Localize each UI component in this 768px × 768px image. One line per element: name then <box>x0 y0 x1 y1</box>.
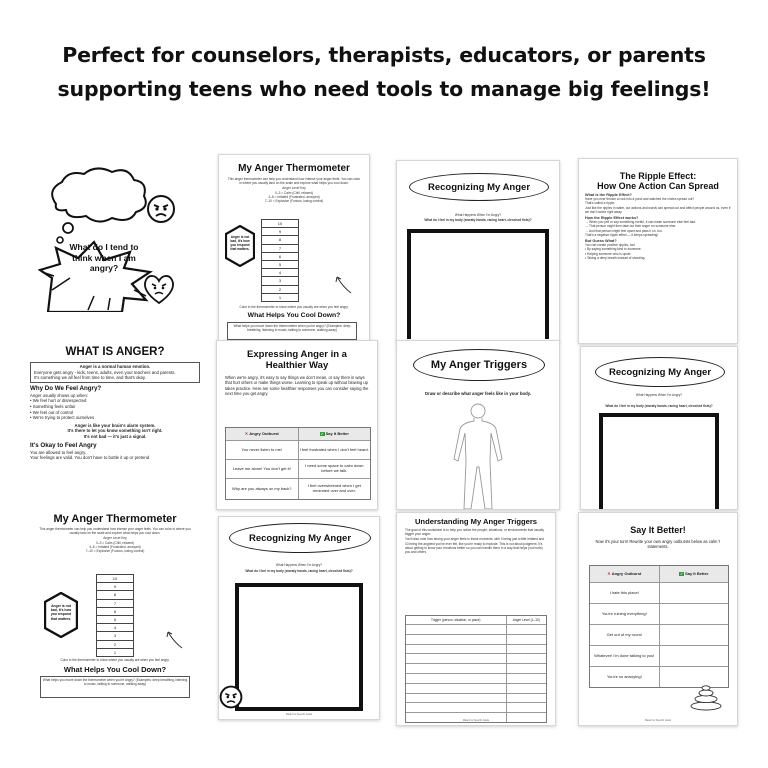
thermo-level: 8 <box>97 591 133 599</box>
okay-angry-line: Your feelings are valid. You don't have to bottle it up or pretend <box>30 455 150 461</box>
ripple-heading-3: But Guess What? <box>585 239 617 244</box>
page-expressing-anger <box>216 340 378 510</box>
table-row <box>406 645 546 655</box>
ripple-text: → When you yell or say something hurtful, it can make someone else feel bad. <box>585 220 696 225</box>
why-angry-intro: Anger usually shows up when: <box>30 392 89 398</box>
headline-line-2: supporting teens who need tools to manage big feelings! <box>57 77 711 101</box>
table-row: Get out of my room! <box>590 625 728 646</box>
thermo-level: 5 <box>97 616 133 624</box>
ripple-text: Have you ever thrown a rock into a pond and watched the circles spread out? <box>585 197 695 202</box>
page-anger-triggers-body <box>396 340 560 510</box>
thermometer-key-1: 4–6 = Irritated (Frustrated, annoyed) <box>89 544 141 549</box>
angry-face-icon <box>146 194 176 224</box>
table-row: You're ruining everything! <box>590 604 728 625</box>
anger-normal-heading: Anger is a normal human emotion. <box>79 364 151 369</box>
angry-thoughts-question: What do I tend to think when I am angry? <box>69 242 139 273</box>
trigger-col-level: Anger Level (1–10) <box>506 616 547 624</box>
thermometer-key-0: 0–3 = Calm (Chill, relaxed) <box>96 540 134 545</box>
thermo-level: 1 <box>97 649 133 657</box>
okay-angry-line: You are allowed to feel angry. <box>30 449 87 455</box>
thermometer-title: My Anger Thermometer <box>238 163 350 174</box>
thermometer-key-title: Anger Level Key <box>282 186 306 191</box>
thermo-level: 5 <box>262 261 298 269</box>
cool-down-title: What Helps You Cool Down? <box>247 312 341 319</box>
table-row: I hate this place! <box>590 583 728 604</box>
expressing-body: When we're angry, it's easy to say things we don't mean, or say them in ways that hurt others or make things worse. Learning to speak up without blowing up takes practice. Here are some healthier responses you can consider saying the next time you get angry. <box>225 375 369 397</box>
table-row: You're so annoying! <box>590 667 728 687</box>
table-row: You never listen to me! I feel frustrated when I don't feel heard. <box>226 441 370 460</box>
table-row <box>406 635 546 645</box>
ripple-title-2: How One Action Can Spread <box>597 181 719 191</box>
thermometer-scale <box>96 574 134 657</box>
recognizing-title-oval: Recognizing My Anger <box>409 173 549 201</box>
recognizing-prompt: What do I feel in my body (sweaty hands, racing heart, clenched fists)? <box>245 569 353 573</box>
x-icon: ✕ <box>244 430 250 436</box>
page-recognizing-anger-1 <box>396 160 560 342</box>
thermo-level: 6 <box>262 253 298 261</box>
thermometer-key-title: Anger Level Key <box>103 536 127 541</box>
trigger-col-trigger: Trigger (person, situation, or place) <box>431 617 481 622</box>
say-it-better-intro: Now it's your turn! Rewrite your own angry outbursts below as calm 'I statements. <box>595 539 721 550</box>
ripple-text: → And that person might feel upset and pass it on, too. <box>585 228 663 233</box>
ripple-bullet: • Taking a deep breath instead of shouting. <box>585 255 646 260</box>
trigger-table <box>405 615 547 723</box>
okay-angry-title: It's Okay to Feel Angry <box>30 441 97 449</box>
table-row: Leave me alone! You don't get it! I need some space to calm down before we talk. <box>226 460 370 479</box>
x-icon: ✕ <box>607 570 612 576</box>
thermo-level: 10 <box>97 575 133 583</box>
page-anger-thermometer-2 <box>30 510 200 715</box>
page-anger-thermometer-1 <box>218 154 370 344</box>
thermometer-intro: This anger thermometer can help you understand how intense your anger feels. You can color in where you usually land on the scale and explore what helps you cool down. <box>39 527 191 536</box>
page-signature: Made For Specific Goals <box>644 719 672 722</box>
drawing-frame <box>235 583 363 711</box>
thermometer-badge-text: Anger is not bad, It's how you respond that matters. <box>50 604 72 621</box>
check-icon: ✓ <box>320 431 324 436</box>
expressing-title-2: Healthier Way <box>265 360 329 371</box>
table-row <box>406 694 546 704</box>
ripple-text: That's a negative ripple effect — it keeps spreading! <box>585 232 659 237</box>
expressing-col-better: ✓ Say It Better <box>298 428 371 440</box>
thermometer-key-2: 7–10 = Explosive (Furious, losing control) <box>264 199 324 204</box>
arrow-icon <box>331 273 353 295</box>
recognizing-prompt: What do I feel in my body (sweaty hands, racing heart, clenched fists)? <box>424 218 532 222</box>
table-row <box>406 684 546 694</box>
what-is-anger-title: WHAT IS ANGER? <box>65 346 165 358</box>
recognizing-prompt: What do I feel in my body (sweaty hands, racing heart, clenched fists)? <box>605 404 713 408</box>
thermometer-key-2: 7–10 = Explosive (Furious, losing control) <box>85 549 145 554</box>
thermo-level: 2 <box>97 641 133 649</box>
page-signature: Made For Specific Goals <box>285 713 313 716</box>
anger-normal-line: Everyone gets angry - kids, teens, adults, even your teachers and parents. <box>34 369 176 375</box>
thermometer-key-1: 4–6 = Irritated (Frustrated, annoyed) <box>268 194 320 199</box>
ripple-heading-2: How the Ripple Effect works? <box>585 216 639 221</box>
recognizing-question: What Happens When I'm Angry? <box>635 393 683 397</box>
cool-down-box: What helps you move down the thermometer when you're angry? (Examples: deep breathing, listening to music, talking to someone, walking away) <box>40 676 190 698</box>
thermometer-badge-text: Anger is not bad, It's how you respond that matters. <box>230 235 250 251</box>
thermo-level: 6 <box>97 608 133 616</box>
heart-face-icon <box>142 272 176 306</box>
thermometer-color-note: Color in the thermometer to show where you usually are when you feel angry. <box>60 658 170 662</box>
thermometer-intro: This anger thermometer can help you understand how intense your anger feels. You can color in where you usually land on the scale and explore what helps you cool down. <box>227 177 361 186</box>
drawing-frame <box>599 413 719 510</box>
expressing-title-1: Expressing Anger in a <box>247 349 347 360</box>
cool-down-box: What helps you move down the thermometer when you're angry? (Examples: deep breathing, listening to music, talking to someone, walking away) <box>227 322 357 340</box>
thermo-level: 9 <box>97 583 133 591</box>
page-recognizing-anger-3 <box>218 516 380 720</box>
ripple-bullet: • By saying something kind to someone. <box>585 247 642 252</box>
understanding-title: Understanding My Anger Triggers <box>414 517 538 526</box>
anger-triggers-prompt: Draw or describe what anger feels like in your body. <box>425 391 531 396</box>
page-understanding-triggers <box>396 512 556 726</box>
alarm-signal-line: Anger is like your brain's alarm system. <box>74 422 156 428</box>
say-it-better-table <box>589 565 729 688</box>
thermo-level: 8 <box>262 236 298 244</box>
ripple-bullet: • Helping someone who is upset. <box>585 251 632 256</box>
table-row <box>406 703 546 713</box>
thermometer-scale <box>261 219 299 302</box>
thermo-level: 10 <box>262 220 298 228</box>
recognizing-question: What Happens When I'm Angry? <box>275 563 323 567</box>
arrow-icon <box>162 628 184 650</box>
body-outline-icon <box>448 401 508 510</box>
thermometer-key-0: 0–3 = Calm (Chill, relaxed) <box>275 190 313 195</box>
thermo-level: 9 <box>262 228 298 236</box>
table-row <box>406 654 546 664</box>
ripple-text: → That person might then take out their anger on someone else. <box>585 224 677 229</box>
page-angry-thoughts <box>38 160 208 312</box>
anger-normal-box <box>30 362 200 383</box>
headline-line-1: Perfect for counselors, therapists, educators, or parents <box>62 43 706 67</box>
recognizing-title-oval: Recognizing My Anger <box>595 357 725 387</box>
sayit-col-better: ✓ Say It Better <box>659 566 729 582</box>
thermo-level: 4 <box>97 624 133 632</box>
alarm-signal-line: It's there to let you know something isn't right. <box>67 428 163 434</box>
ripple-text: Just like the ripples in water, our actions and words can spread out and affect people around us, even if we don't notice right away. <box>585 205 731 214</box>
table-row <box>406 625 546 635</box>
drawing-frame <box>407 229 549 339</box>
headline <box>0 38 768 106</box>
recognizing-question: What Happens When I'm Angry? <box>454 213 502 217</box>
thermometer-title: My Anger Thermometer <box>53 513 177 525</box>
anger-triggers-title-oval: My Anger Triggers <box>413 349 545 381</box>
expressing-table <box>225 427 371 500</box>
why-angry-item: • We feel hurt or disrespected <box>30 398 87 404</box>
thermo-level: 2 <box>262 286 298 294</box>
understanding-explain: You'll also note how strong your anger feels in those moments, with 0 being just a little irritated and 10 being the angriest you've ever felt, like you're ready to explode. This is not about judgment. It's about getting to know your emotions better so you can handle them in a way that helps (not hurts) you and others. <box>405 537 545 555</box>
why-angry-item: • We feel out of control <box>30 409 74 415</box>
check-icon: ✓ <box>680 571 684 576</box>
table-row: Whatever! I'm done talking to you! <box>590 646 728 667</box>
why-angry-title: Why Do We Feel Angry? <box>30 384 102 392</box>
page-ripple-effect <box>578 158 738 344</box>
recognizing-title-oval: Recognizing My Anger <box>229 523 371 553</box>
understanding-goal: The goal of this worksheet is to help you notice the people, situations, or environments that usually trigger your anger. <box>405 528 544 537</box>
page-what-is-anger <box>26 344 204 508</box>
cool-down-title: What Helps You Cool Down? <box>63 665 167 674</box>
thermometer-color-note: Color in the thermometer to show where you usually are when you feel angry. <box>239 305 349 309</box>
page-say-it-better <box>578 512 738 726</box>
angry-face-icon <box>219 685 243 709</box>
table-row: Why are you always on my back? I feel overwhelmed when I get reminded over and over. <box>226 479 370 499</box>
say-it-better-title: Say It Better! <box>630 525 686 535</box>
ripple-title-1: The Ripple Effect: <box>619 171 697 181</box>
stacked-stones-icon <box>689 685 723 711</box>
thermo-level: 7 <box>97 600 133 608</box>
alarm-signal-line: It's not bad — it's just a signal. <box>83 433 147 439</box>
table-row <box>406 664 546 674</box>
page-recognizing-anger-2 <box>580 346 738 510</box>
sayit-col-outburst: ✕ Angry Outburst <box>590 566 659 582</box>
thermo-level: 4 <box>262 269 298 277</box>
thermo-level: 1 <box>262 294 298 302</box>
why-angry-item: • Something feels unfair <box>30 403 76 409</box>
why-angry-item: • We're trying to protect ourselves <box>30 415 95 421</box>
ripple-text: That's called a ripple. <box>585 201 616 206</box>
anger-normal-line: It's something we all feel from time to time, and that's okay. <box>34 375 146 381</box>
page-signature: Made For Specific Goals <box>462 719 490 722</box>
ripple-heading-1: What is the Ripple Effect? <box>585 193 632 197</box>
thought-cloud-icon <box>38 160 208 312</box>
thermo-level: 3 <box>97 632 133 640</box>
table-row <box>406 674 546 684</box>
ripple-text: You can create positive ripples, too! <box>585 243 636 248</box>
thermo-level: 7 <box>262 245 298 253</box>
expressing-col-outburst: ✕ Angry Outburst <box>226 428 298 440</box>
thermo-level: 3 <box>262 277 298 285</box>
